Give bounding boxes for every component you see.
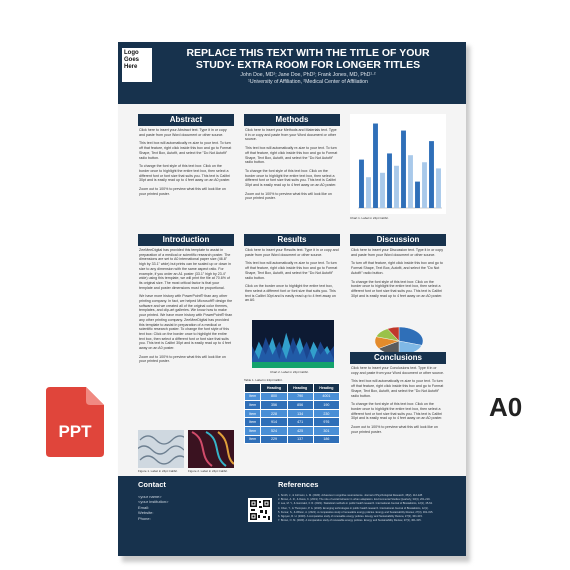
abstract-body [139,128,233,268]
bar [429,141,434,208]
table-cell: 190 [313,401,339,410]
table-cell: Item [245,435,261,444]
reference-item: 7. Brown, O. M. (2023). A comparative study of renewable energy policies. Energy and Sustainability Review, 27(3), 301-315. [278,519,422,523]
ppt-label: PPT [58,422,92,441]
bar [401,131,406,208]
contact-phone: Phone: [138,515,151,521]
bar [366,177,371,208]
discussion-p3: To change the font style of this text box: Click on the border once to highlight the entire text box, then select a different font or font size that suits you. This text is Calibri 30pt and is easily read up to 4 feet away on an A0 poster. [351,279,443,298]
reference-item: 2. Brown, A. R., & Davis, K. (2019). The role of social behavior in urban adaptation. Environmental Studies Quarterly, 33(4), 201-219. [278,498,431,502]
conclusions-p3: To change the font style of this text box: Click on the border once to highlight the entire text box, then select a different font or font size that suits you. This text is Calibri 30pt and is easily read up to 4 feet away on an A0 poster. [351,402,443,421]
methods-p3: To change the font style of this text box: Click on the border once to highlight the entire text box, then select a different font or font size that suits you. This text is Calibri 30pt and is easily read up to 4 feet away on an A0 poster. [245,168,337,188]
table-cell: 790 [287,392,313,401]
table-cell: Item [245,392,261,401]
affiliations: ¹University of Affiliation, ²Medical Center of Affiliation [248,79,368,85]
authors [158,72,458,86]
chart1-caption: Chart 1. Label in 24pt Calibri. [350,216,389,220]
table-cell: 356 [261,401,287,410]
table-cell: 137 [287,435,313,444]
bar [373,124,378,208]
abstract-p4: Zoom out to 100% to preview what this will look like on your printed poster. [139,187,226,196]
bar [387,153,392,208]
bar [359,160,364,208]
table-cell: 229 [261,435,287,444]
table-row [245,409,340,418]
table-cell: 914 [261,418,287,427]
figure-1-image [138,430,184,468]
methods-p1: Click here to insert your Methods and Materials text. Type it in or copy and paste from your Word document or other source. [245,128,337,142]
intro-p3: Zoom out to 100% to preview what this will look like on your printed poster. [139,354,226,364]
table-header-cell: Heading [313,384,339,393]
size-label: A0 [489,392,523,422]
ppt-file-icon [46,387,104,457]
contact-institution: <your institution> [138,499,169,505]
discussion-heading: Discussion [350,234,446,246]
table-header-cell [245,384,261,393]
table-cell: 4001 [313,392,339,401]
table-cell: 976 [313,418,339,427]
conclusions-heading: Conclusions [350,352,446,364]
introduction-body [139,248,233,424]
area-chart [252,320,334,368]
bar [415,182,420,208]
discussion-p2: To turn off that feature, right click inside this box and go to Format Shape, Text Box, Autofit, and select the "Do Not Autofit" radio button. [351,261,443,275]
chart2-caption: Chart 2. Label in 24pt Calibri. [270,370,309,374]
conclusions-body [351,366,445,468]
reference-item: 1. Smith, J., & Johnson, L. M. (2020). Advances in cognitive neuroscience. Journal of Psychological Research, 45(2), 112-128. [278,494,423,497]
reference-item: 4. Chen, Y., & Thompson, P. A. (2018). Emerging technologies in public health research. International Journal of Biostatistics, 12(1). [278,506,429,510]
methods-p2: This text box will automatically re-size to your text. To turn off that feature, right click inside this box and go to Format Shape, Text Box, Autofit, and select the "Do Not Autofit" radio button. [245,146,338,165]
table-cell: Item [245,401,261,410]
poster-footer [118,476,466,556]
title-line-1: REPLACE THIS TEXT WITH THE TITLE OF YOUR [186,47,430,59]
intro-p2: We have more history with PowerPoint® than any other printing company. In fact, we helped Microsoft® design the software and we created all of the original color themes, templates, and clip-art galleries. We know how to make your printed. We have more history with PowerPoint® than any other printing company. ZeeMeeDigital has provided this template to assist in preparation of a medical or scientific research poster. To change the font style of this text box: Click on the border once to highlight the entire text box, then select a different font or font size that suits you. This text is Calibri 30pt and is easily read up to 4 feet away on an A0 poster. [139,294,233,351]
discussion-body [351,248,445,322]
qr-code-icon [248,498,272,522]
table-cell: 228 [261,409,287,418]
discussion-p1: Click here to insert your Discussion text. Type it in or copy and paste from your Word document or other source. [351,248,444,257]
figure-2-image [188,430,234,468]
table-row [245,401,340,410]
poster [118,42,466,556]
methods-heading: Methods [244,114,340,126]
contact-email: Email: [138,504,150,510]
table-cell: 471 [287,418,313,427]
methods-p4: Zoom out to 100% to preview what this will look like on your printed poster. [245,191,332,201]
bar [422,162,427,208]
results-p3: Click on the border once to highlight the entire text box, then select a different font or font size that suits you. This text is Calibri 30pt and is easily read up to 4 feet away on an A0. [245,284,336,303]
contact-heading: Contact [138,480,166,489]
conclusions-p1: Click here to insert your Conclusions text. Type it in or copy and paste from your Word document or other source. [351,366,445,375]
results-table [244,383,340,444]
figure-1-caption: Figure 1. Label in 24pt Calibri. [138,469,179,473]
abstract-p1: Click here to insert your Abstract text. Type it in or copy and paste from your Word document or other source. [139,128,227,137]
poster-header [118,42,466,104]
references-heading: References [278,480,319,489]
table-cell: 524 [261,426,287,435]
table-row [245,392,340,401]
reference-item: 3. Lee, M. Y., & Gonzalez, F. R. (2021). Statistical methods in public health research. International Journal of Biostatistics, 12(1), 45-62. [278,502,433,506]
table-cell: Item [245,409,261,418]
methods-body [245,128,339,268]
bar [380,173,385,208]
bar [408,155,413,208]
conclusions-p2: This text box will automatically re-size to your text. To turn off that feature, right click inside this box and go to Format Shape, Text Box, Autofit, and select the "Do Not Autofit" radio button. [351,379,444,398]
reference-item: 5. Kumar, S., & Wilson, A. (2022). A comparative study of renewable energy policies. Energy and Sustainability Review, 27(3), 301-315. [278,510,434,514]
introduction-heading: Introduction [138,234,234,246]
table-cell: 425 [287,426,313,435]
poster-title [158,47,458,71]
bar [394,166,399,208]
results-p2: This text box will automatically re-size to your text. To turn off that feature, right click inside this box and go to Format Shape, Text Box, Autofit, and select the "Do Not Autofit" radio button. [245,261,338,280]
abstract-heading: Abstract [138,114,234,126]
ppt-file-fold [86,387,104,405]
area-base-band [252,362,334,368]
table-header-cell: Heading [261,384,287,393]
table-header-cell: Heading [287,384,313,393]
figure-1-bg [138,430,184,468]
contact-lines [138,494,168,521]
contact-name: <your name> [138,494,162,499]
author-names: John Doe, MD¹; Jane Doe, PhD²; Frank Jones, MD, PhD¹·² [240,72,376,78]
table-cell: 186 [313,435,339,444]
references-list [278,494,458,523]
table-cell: 301 [313,426,339,435]
contact-website: Website: [138,510,154,516]
bar-chart [350,114,446,214]
table-cell: 800 [261,392,287,401]
title-line-2: STUDY- EXTRA ROOM FOR LONGER TITLES [195,59,421,71]
results-body [245,248,339,320]
table-cell: 856 [287,401,313,410]
abstract-p2: This text box will automatically re-size to your text. To turn off that feature, right click inside this box and go to Format Shape, Text Box, Autofit, and select the "Do Not Autofit" radio button. [139,141,232,160]
conclusions-p4: Zoom out to 100% to preview what this will look like on your printed poster. [351,425,438,434]
table-row [245,435,340,444]
figure-2-caption: Figure 2. Label in 24pt Calibri. [188,469,229,473]
table-cell: 230 [313,409,339,418]
table-header-row [245,384,340,393]
table-cell: Item [245,418,261,427]
reference-item: 6. Nguyen, R. H. (2020). A comparative study of renewable energy policies. Energy and Sustainability Review, 27(3), 301-315. [278,515,423,519]
intro-p1: ZeeMeeDigital has provided this template to assist in preparation of a medical or scientific research poster. The dimensions are set to A0 international paper size (46.8" high by 33.1" wide) but prints can be scaled up or down in size to any dimension with the same aspect ratio. For example, if you order an A1 poster (33.1" high by 23.4" wide) using this template, we will print the file at 70.6% of its original size. The most critical factor is that your template and poster dimensions must be proportional. [139,248,231,290]
logo-placeholder: Logo Goes Here [122,48,152,82]
table-cell: 134 [287,409,313,418]
abstract-p3: To change the font style of this text box: Click on the border once to highlight the entire text box, then select a different font or font size that suits you. This text is Calibri 30pt and is easily read up to 4 feet away on an A0 poster. [139,164,231,183]
table1-caption: Table 1. Label in 24pt Calibri. [244,378,283,382]
results-heading: Results [244,234,340,246]
table-row [245,426,340,435]
table-cell: Item [245,426,261,435]
bar [436,168,441,208]
table-row [245,418,340,427]
results-p1: Click here to insert your Results text. Type it in or copy and paste from your Word document or other source. [245,248,339,257]
